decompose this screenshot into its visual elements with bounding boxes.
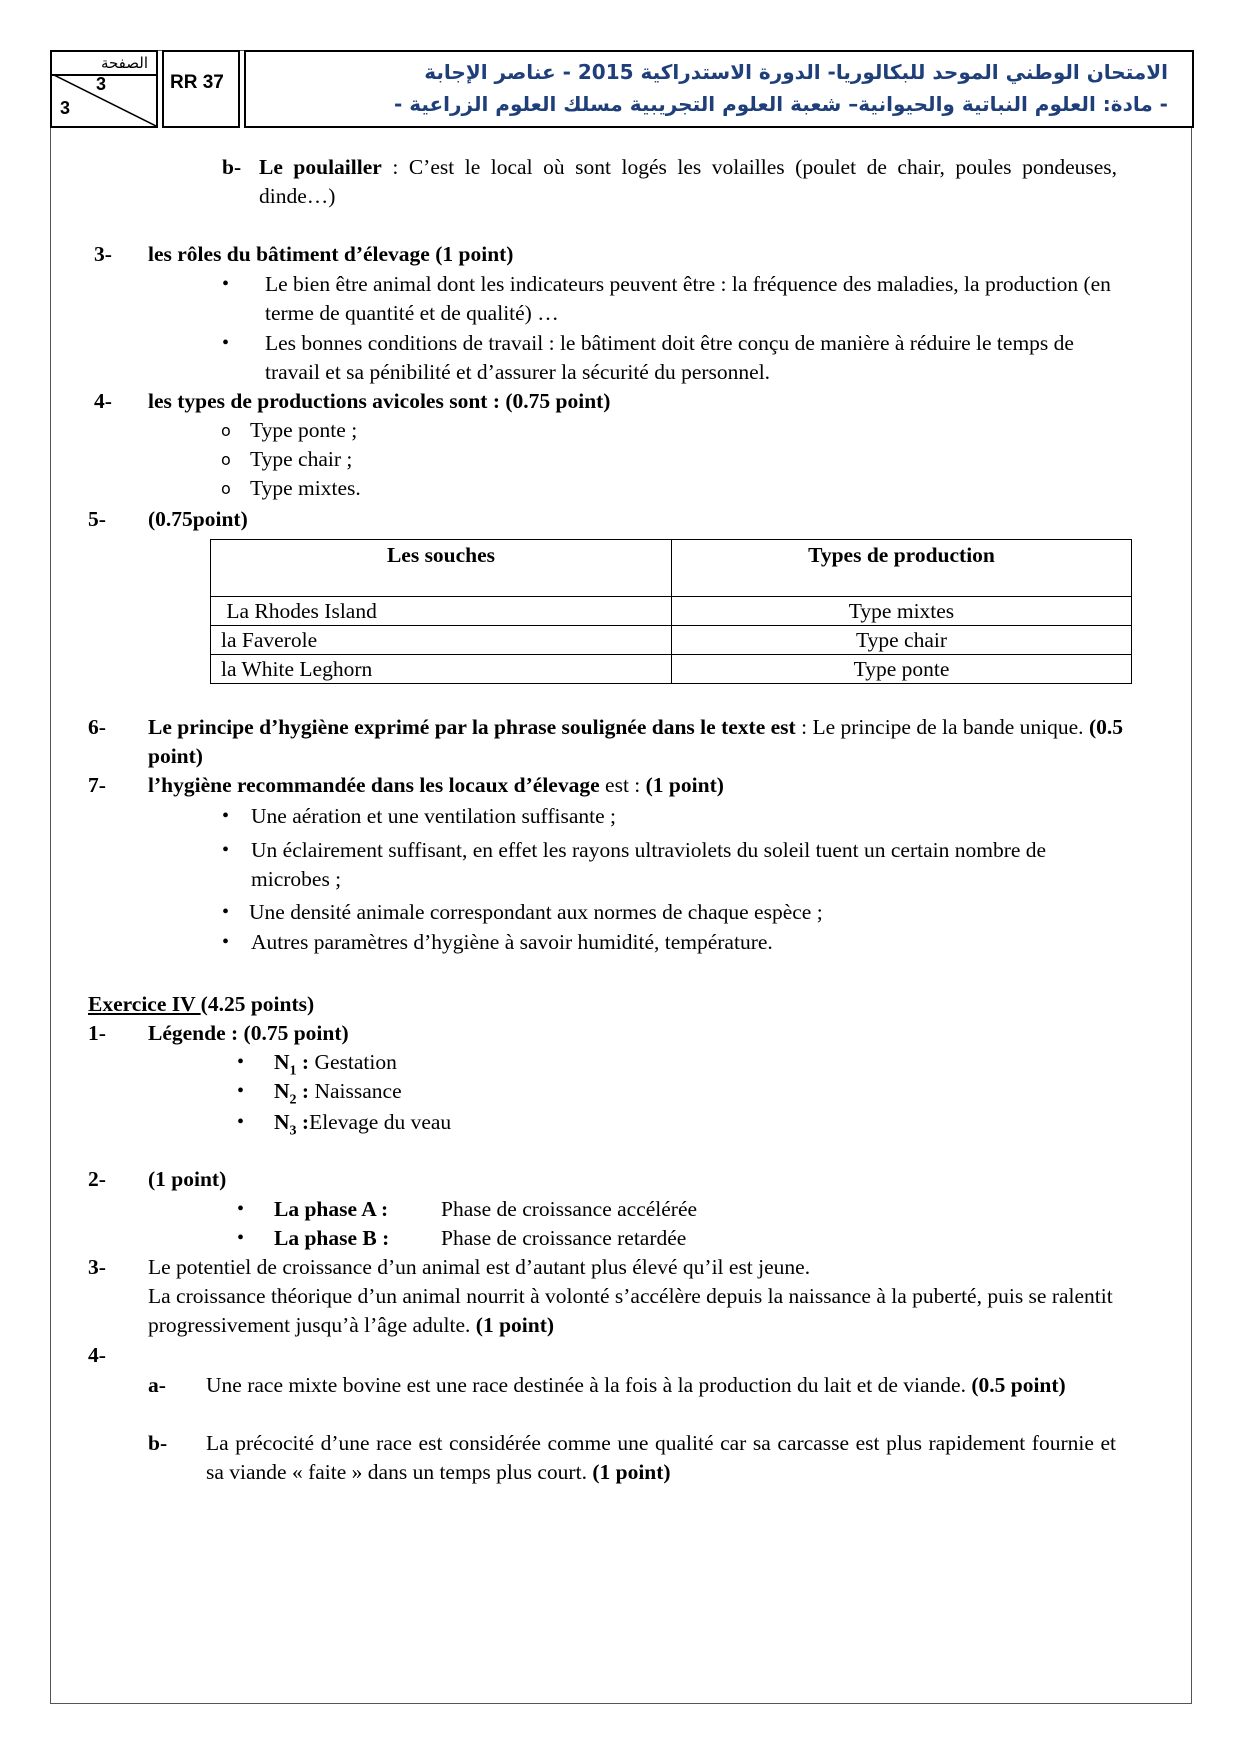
legend-symbol: N [274, 1110, 290, 1134]
item-label-2b: b- [222, 155, 242, 179]
ex4-question-number-3: 3- [88, 1255, 106, 1279]
circle-bullet-icon: o [221, 479, 231, 498]
bullet-icon: • [222, 805, 230, 827]
q7-bullet-1: Une aération et une ventilation suffisante ; [251, 804, 616, 828]
page-total: 3 [60, 98, 71, 118]
ex4-question-3-text [148, 1253, 1128, 1340]
question-6-points: (0.5 point) [148, 715, 1123, 768]
phase-a-label: La phase A : [274, 1197, 389, 1221]
ex4-q4-a-text: Une race mixte bovine est une race destinée à la fois à la production du lait et de viande. [206, 1373, 972, 1397]
question-7-title [148, 771, 724, 800]
phase-b-label: La phase B : [274, 1226, 390, 1250]
question-6-answer: : Le principe de la bande unique. [795, 715, 1089, 739]
circle-bullet-icon: o [221, 450, 231, 469]
bullet-icon: • [222, 839, 230, 861]
question-6-prompt: Le principe d’hygiène exprimé par la phrase soulignée dans le texte est [148, 715, 796, 739]
table-cell: Type mixtes [672, 597, 1132, 626]
question-6-text [148, 713, 1123, 771]
table-cell: Type ponte [672, 655, 1132, 684]
bullet-icon: • [222, 273, 230, 295]
question-number-4: 4- [94, 389, 112, 413]
legend-subscript: 3 [289, 1123, 297, 1139]
table-cell: la Faverole [211, 626, 672, 655]
ex4-q4-b-text: La précocité d’une race est considérée comme une qualité car sa carcasse est plus rapidement fournie et sa viande « faite » dans un temps plus court. [206, 1431, 1116, 1484]
question-7-prompt: l’hygiène recommandée dans les locaux d’élevage [148, 773, 600, 797]
table-cell: la White Leghorn [211, 655, 672, 684]
legend-text: Gestation [314, 1050, 397, 1074]
ex4-q4-b-points: (1 point) [592, 1460, 671, 1484]
exam-code-box [162, 50, 240, 128]
ex4-question-number-2: 2- [88, 1167, 106, 1191]
legend-text: Naissance [314, 1079, 402, 1103]
ex4-q4-answer-a [206, 1371, 1116, 1400]
ex4-question-number-4: 4- [88, 1343, 106, 1367]
ex4-question-2-title: (1 point) [148, 1167, 227, 1191]
phase-a-text: Phase de croissance accélérée [441, 1197, 698, 1221]
page-label: الصفحة [100, 54, 148, 72]
question-number-3: 3- [94, 242, 112, 266]
q3-bullet-2: Les bonnes conditions de travail : le bâtiment doit être conçu de manière à réduire le temps de travail et sa pénibilité et d’assurer la sécurité du personnel. [265, 331, 1074, 384]
q7-bullet-2: Un éclairement suffisant, en effet les rayons ultraviolets du soleil tuent un certain nombre de microbes ; [251, 838, 1047, 891]
bullet-icon: • [237, 1227, 245, 1249]
q7-bullet-4: Autres paramètres d’hygiène à savoir humidité, température. [251, 930, 773, 954]
bullet-icon: • [237, 1111, 245, 1133]
q7-bullet-3: Une densité animale correspondant aux normes de chaque espèce ; [249, 900, 823, 924]
page-number: 3 [96, 74, 107, 94]
table-cell: La Rhodes Island [211, 597, 672, 626]
ex4-question-number-1: 1- [88, 1021, 106, 1045]
question-3-title: les rôles du bâtiment d’élevage (1 point) [148, 242, 514, 266]
ex4-question-1-title: Légende : (0.75 point) [148, 1021, 349, 1045]
table-header-cell: Types de production [672, 540, 1132, 597]
item-2b-term: Le poulailler [259, 155, 382, 179]
bullet-icon: • [222, 332, 230, 354]
bullet-icon: • [237, 1198, 245, 1220]
exam-title-line2: - مادة: العلوم النباتية والحيوانية– شعبة العلوم التجريبية مسلك العلوم الزراعية - [393, 92, 1168, 116]
legend-subscript: 1 [289, 1063, 297, 1079]
q4-item-1: Type ponte ; [250, 418, 358, 442]
legend-separator: : [296, 1110, 310, 1134]
question-7-connector: est : [599, 773, 646, 797]
bullet-icon: • [237, 1051, 245, 1073]
ex4-q4-answer-b [206, 1429, 1116, 1487]
question-number-7: 7- [88, 773, 106, 797]
ex4-q3-line1: Le potentiel de croissance d’un animal est d’autant plus élevé qu’il est jeune. [148, 1255, 811, 1279]
exercise-4-heading [88, 990, 314, 1019]
legend-symbol: N [274, 1079, 290, 1103]
table-row [211, 655, 1132, 684]
question-4-title: les types de productions avicoles sont : (0.75 point) [148, 389, 611, 413]
question-number-5: 5- [88, 507, 106, 531]
question-number-6: 6- [88, 715, 106, 739]
ex4-q3-points: (1 point) [475, 1313, 555, 1337]
bullet-icon: • [237, 1080, 245, 1102]
bullet-icon: • [222, 931, 230, 953]
question-5-title: (0.75point) [148, 507, 248, 531]
question-7-points: (1 point) [645, 773, 724, 797]
exercise-4-title: Exercice IV [88, 992, 201, 1016]
exercise-4-points: (4.25 points) [200, 992, 315, 1016]
legend-symbol: N [274, 1050, 290, 1074]
legend-separator: : [296, 1079, 315, 1103]
ex4-q4-a-points: (0.5 point) [971, 1373, 1066, 1397]
q4-item-2: Type chair ; [250, 447, 353, 471]
ex4-q4-label-a: a- [148, 1373, 166, 1397]
legend-separator: : [296, 1050, 315, 1074]
circle-bullet-icon: o [221, 421, 231, 440]
q3-bullet-1: Le bien être animal dont les indicateurs peuvent être : la fréquence des maladies, la production (en terme de quantité et de qualité) … [265, 272, 1111, 325]
ex4-q4-label-b: b- [148, 1431, 168, 1455]
table-row [211, 597, 1132, 626]
table-header-row [211, 540, 1132, 597]
table-row [211, 626, 1132, 655]
legend-item-n3 [274, 1108, 451, 1145]
table-cell: Type chair [672, 626, 1132, 655]
item-2b-body: : C’est le local où sont logés les volailles (poulet de chair, poules pondeuses, dinde…) [259, 155, 1118, 208]
table-header-cell: Les souches [211, 540, 672, 597]
legend-text: Elevage du veau [309, 1110, 452, 1134]
ex4-q3-line2: La croissance théorique d’un animal nourrit à volonté s’accélère depuis la naissance à la puberté, puis se ralentit progressivement jusqu’à l’âge adulte. [148, 1284, 1113, 1337]
q4-item-3: Type mixtes. [250, 476, 361, 500]
phase-b-text: Phase de croissance retardée [441, 1226, 687, 1250]
exam-title-box [244, 50, 1194, 128]
page-number-box [50, 50, 158, 128]
exam-code: RR 37 [170, 72, 224, 93]
item-2b-text [259, 153, 1117, 211]
bullet-icon: • [222, 901, 230, 923]
exam-title-line1: الامتحان الوطني الموحد للبكالوريا- الدورة الاستدراكية 2015 - عناصر الإجابة [424, 60, 1168, 84]
breeds-table [210, 539, 1132, 684]
legend-subscript: 2 [289, 1092, 297, 1108]
